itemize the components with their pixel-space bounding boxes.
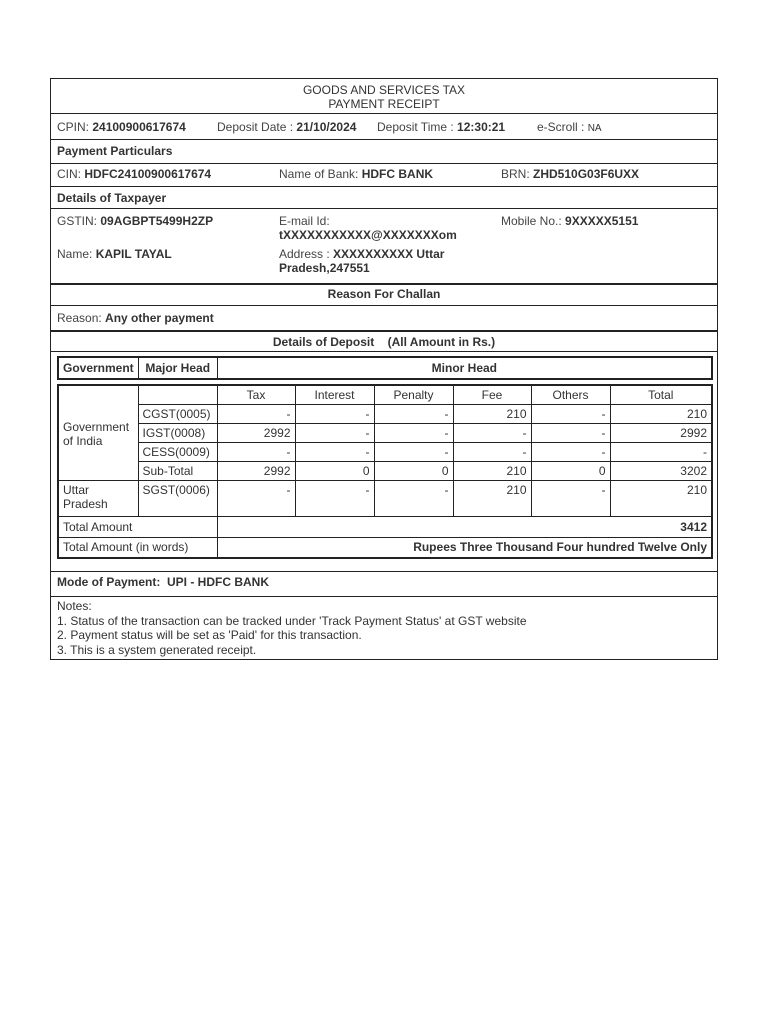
notes-section — [57, 599, 527, 657]
payment-receipt — [50, 78, 718, 660]
col-minor-head: Minor Head — [217, 357, 712, 379]
cell: 0 — [374, 461, 453, 480]
cell: 210 — [610, 404, 712, 423]
brn-field: BRN: ZHD510G03F6UXX — [501, 167, 640, 181]
cell: - — [217, 442, 295, 461]
address-field: Address : XXXXXXXXXX Uttar Pradesh,247551 — [279, 247, 445, 275]
major-head-cgst: CGST(0005) — [138, 404, 217, 423]
cell: 210 — [453, 461, 531, 480]
deposit-time-field: Deposit Time : 12:30:21 — [377, 120, 506, 134]
cell: - — [217, 404, 295, 423]
payment-particulars-heading: Payment Particulars — [57, 144, 173, 158]
deposit-table — [57, 384, 713, 559]
cpin-field: CPIN: 24100900617674 — [57, 120, 186, 134]
col-fee: Fee — [453, 385, 531, 404]
total-amount-label: Total Amount — [58, 516, 217, 537]
gstin-field: GSTIN: 09AGBPT5499H2ZP — [57, 214, 214, 228]
cell: - — [295, 423, 374, 442]
reason-field: Reason: Any other payment — [57, 311, 214, 325]
cell: 210 — [453, 480, 531, 516]
cell: - — [531, 423, 610, 442]
cell: - — [453, 423, 531, 442]
cell: - — [531, 442, 610, 461]
cell: - — [374, 442, 453, 461]
major-head-sgst: SGST(0006) — [138, 480, 217, 516]
total-in-words-label: Total Amount (in words) — [58, 537, 217, 558]
note-line: 3. This is a system generated receipt. — [57, 642, 257, 657]
major-head-cess: CESS(0009) — [138, 442, 217, 461]
col-others: Others — [531, 385, 610, 404]
taxpayer-heading: Details of Taxpayer — [57, 191, 167, 205]
escroll-field: e-Scroll : NA — [537, 120, 602, 134]
gov-india-cell: Government of India — [58, 404, 138, 480]
cell: - — [217, 480, 295, 516]
col-penalty: Penalty — [374, 385, 453, 404]
note-line: 1. Status of the transaction can be tracked under 'Track Payment Status' at GST website — [57, 613, 527, 628]
reason-for-challan-heading: Reason For Challan — [327, 287, 441, 301]
cell: - — [295, 480, 374, 516]
major-head-igst: IGST(0008) — [138, 423, 217, 442]
receipt-title-line2: PAYMENT RECEIPT — [328, 97, 440, 111]
col-government: Government — [58, 357, 138, 379]
cell: - — [374, 480, 453, 516]
subtotal-label: Sub-Total — [138, 461, 217, 480]
cell: - — [453, 442, 531, 461]
deposit-date-field: Deposit Date : 21/10/2024 — [217, 120, 357, 134]
col-total: Total — [610, 385, 712, 404]
cell: - — [610, 442, 712, 461]
cin-field: CIN: HDFC24100900617674 — [57, 167, 212, 181]
note-line: 2. Payment status will be set as 'Paid' for this transaction. — [57, 628, 362, 642]
deposit-header-table — [57, 356, 713, 380]
cell: 3202 — [610, 461, 712, 480]
mobile-field: Mobile No.: 9XXXXX5151 — [501, 214, 639, 228]
cell: 210 — [610, 480, 712, 516]
table-row — [58, 423, 712, 442]
receipt-title-line1: GOODS AND SERVICES TAX — [302, 83, 466, 97]
cell: 2992 — [217, 423, 295, 442]
cell: - — [295, 442, 374, 461]
taxpayer-name-field: Name: KAPIL TAYAL — [57, 247, 172, 261]
col-major-head: Major Head — [138, 357, 217, 379]
cell: - — [374, 423, 453, 442]
bank-name-field: Name of Bank: HDFC BANK — [279, 167, 434, 181]
cell: - — [531, 480, 610, 516]
table-row — [58, 461, 712, 480]
total-amount-value: 3412 — [217, 516, 712, 537]
cell: 2992 — [610, 423, 712, 442]
cell: - — [295, 404, 374, 423]
notes-heading: Notes: — [57, 599, 92, 613]
gov-up-cell: Uttar Pradesh — [58, 480, 138, 516]
details-of-deposit-heading: Details of Deposit (All Amount in Rs.) — [272, 335, 496, 349]
table-row — [58, 480, 712, 516]
table-row — [58, 404, 712, 423]
total-in-words-value: Rupees Three Thousand Four hundred Twelve Only — [217, 537, 712, 558]
table-row — [58, 442, 712, 461]
mode-of-payment: Mode of Payment: UPI - HDFC BANK — [57, 575, 270, 589]
cell: - — [374, 404, 453, 423]
col-tax: Tax — [217, 385, 295, 404]
cell: 210 — [453, 404, 531, 423]
col-interest: Interest — [295, 385, 374, 404]
cell: - — [531, 404, 610, 423]
email-field: E-mail Id: tXXXXXXXXXXX@XXXXXXXom — [279, 214, 457, 242]
cell: 2992 — [217, 461, 295, 480]
cell: 0 — [531, 461, 610, 480]
cell: 0 — [295, 461, 374, 480]
